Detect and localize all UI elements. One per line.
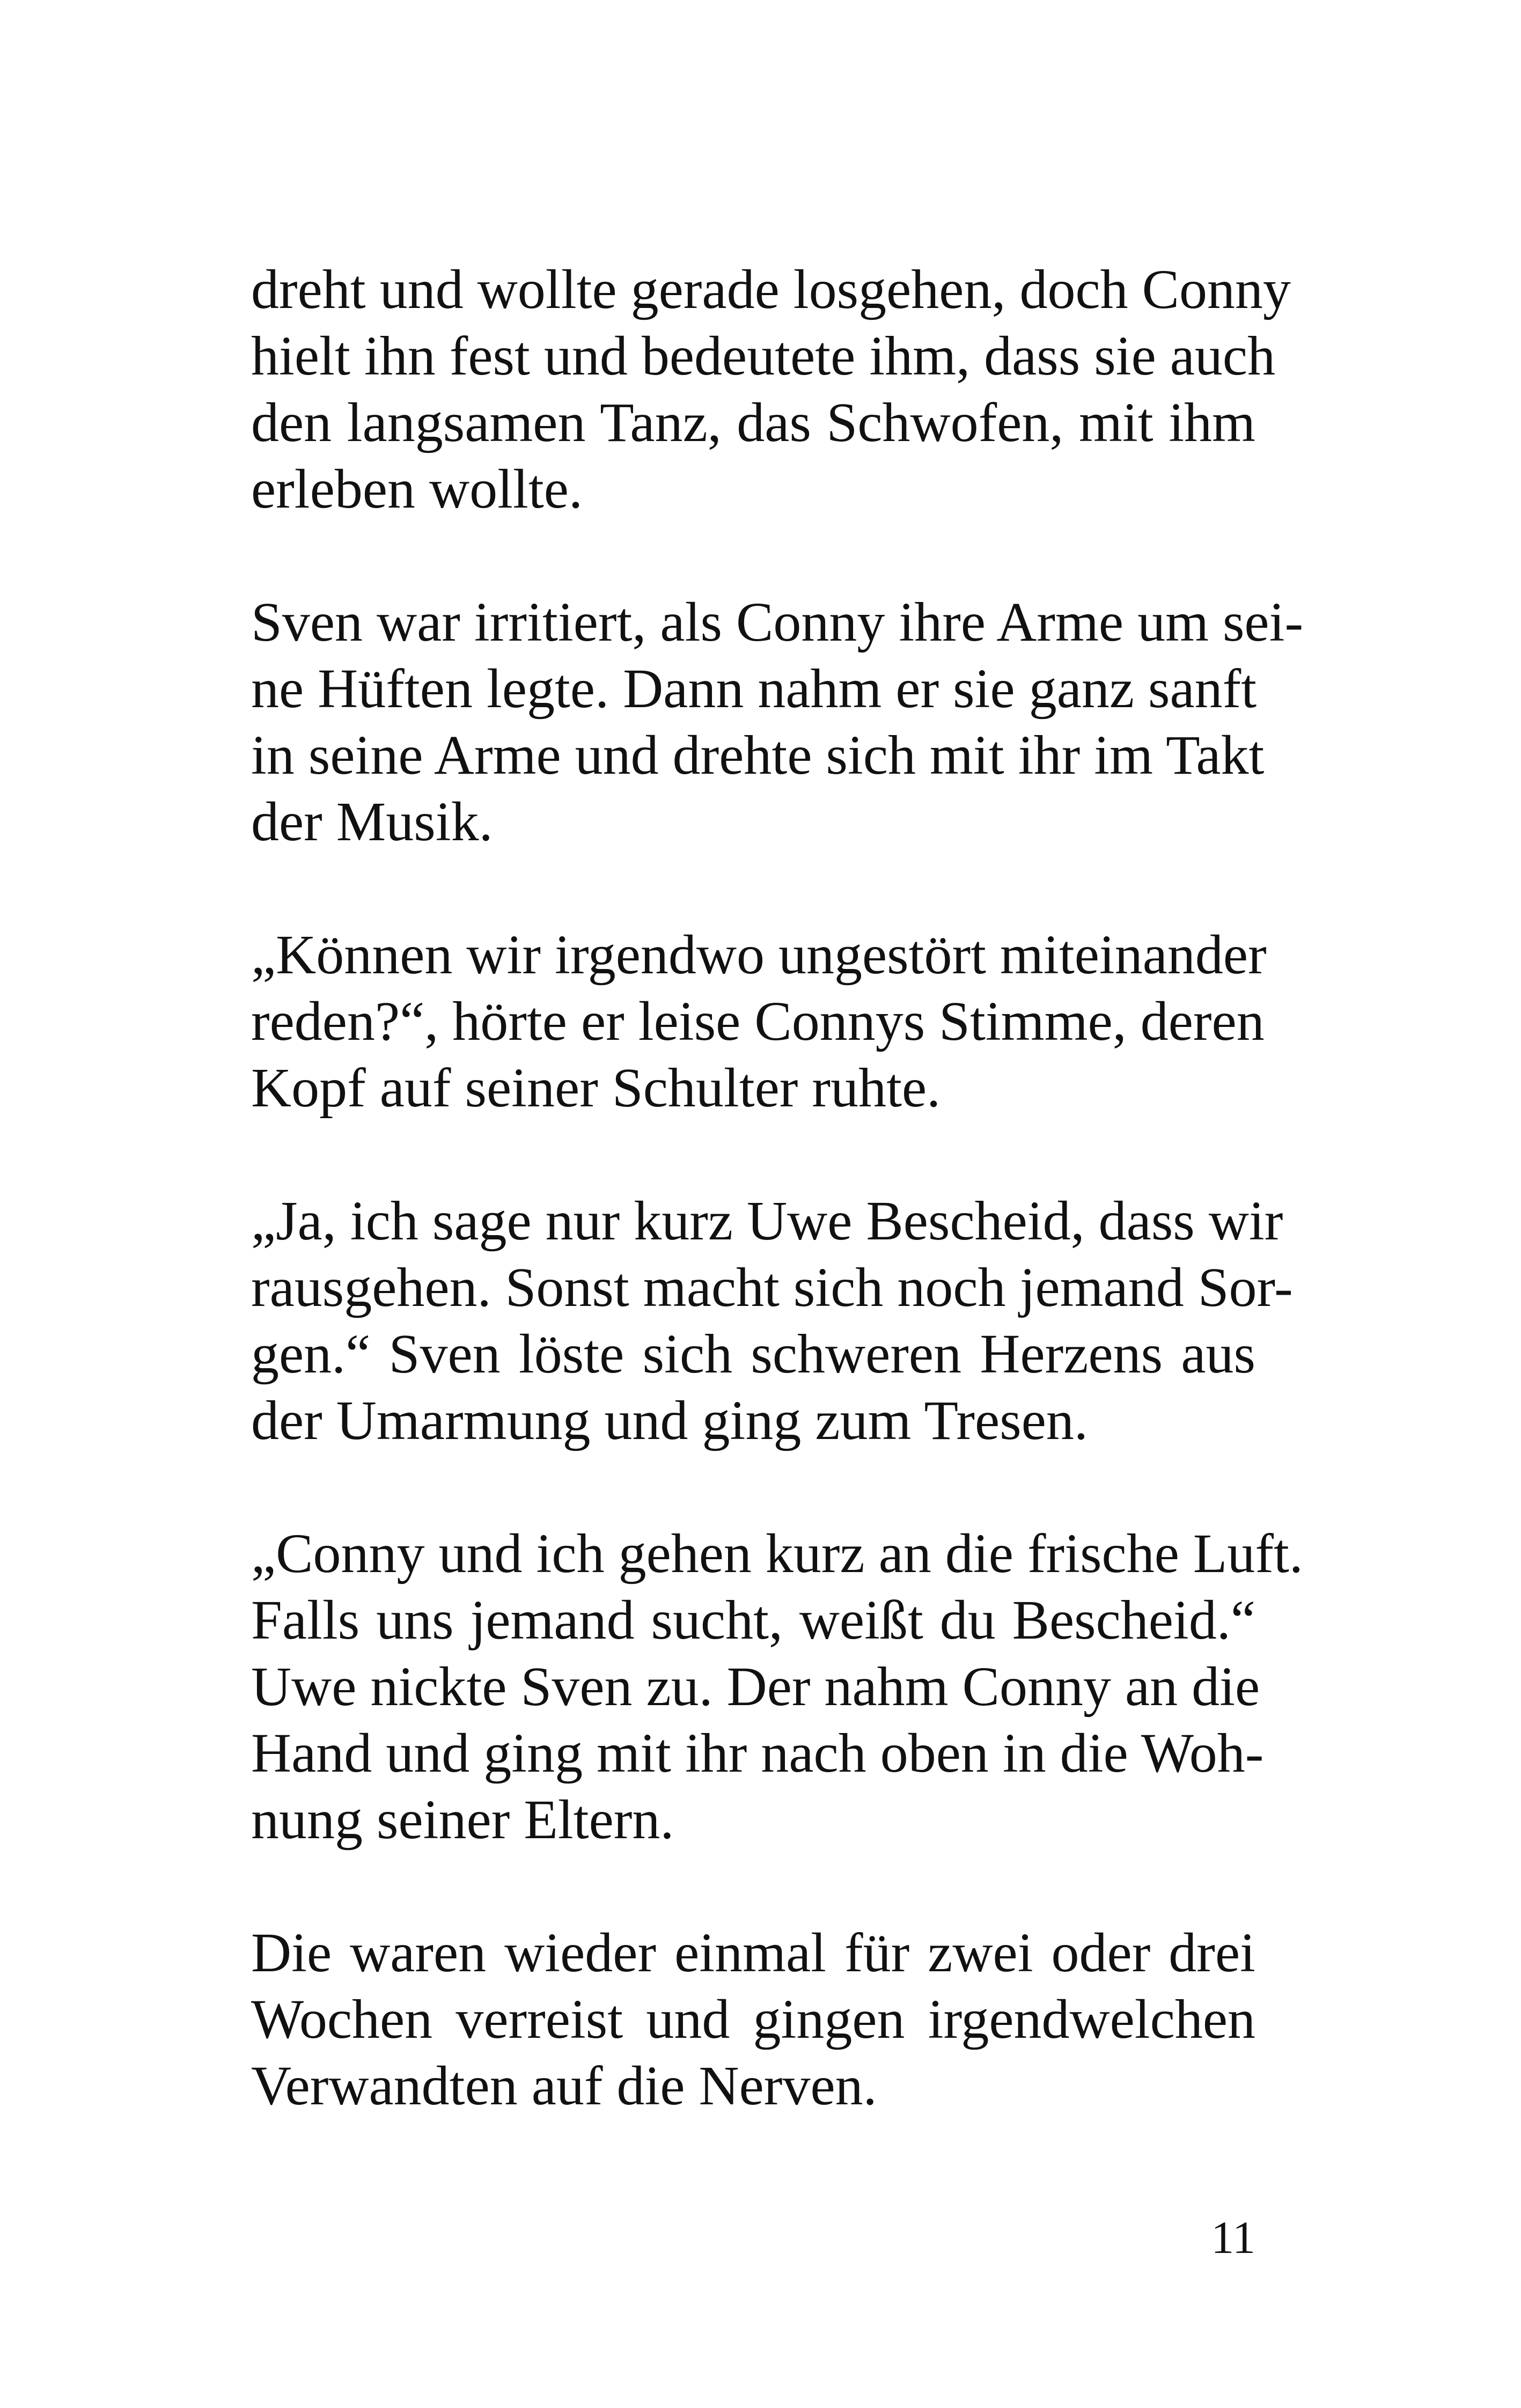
paragraph-6 [251, 1920, 1255, 2119]
paragraph-2 [251, 589, 1304, 855]
paragraph-4 [251, 1188, 1293, 1454]
text-line: der Umarmung und ging zum Tresen. [251, 1390, 1088, 1451]
paragraph-5 [251, 1521, 1303, 1853]
text-line: rausgehen. Sonst macht sich noch jemand Sor- [251, 1257, 1293, 1318]
text-line: „Conny und ich gehen kurz an die frische Luft. [251, 1523, 1303, 1584]
text-line: Wochen verreist und gingen irgendwelchen [251, 1988, 1255, 2050]
text-line: ne Hüften legte. Dann nahm er sie ganz sanft [251, 658, 1257, 720]
text-line: Kopf auf seiner Schulter ruhte. [251, 1057, 941, 1119]
text-line: den langsamen Tanz, das Schwofen, mit ihm [251, 392, 1255, 453]
page-number: 11 [1211, 2212, 1255, 2263]
text-line: gen.“ Sven löste sich schweren Herzens aus [251, 1323, 1255, 1385]
paragraph-1 [251, 256, 1291, 523]
body-text [251, 256, 1304, 2186]
text-line: Verwandten auf die Nerven. [251, 2055, 877, 2117]
paragraph-3 [251, 922, 1267, 1121]
text-line: dreht und wollte gerade losgehen, doch Conny [251, 259, 1291, 320]
text-line: der Musik. [251, 791, 493, 853]
text-line: erleben wollte. [251, 458, 583, 520]
text-line: Falls uns jemand sucht, weißt du Bescheid.“ [251, 1589, 1255, 1651]
text-line: Uwe nickte Sven zu. Der nahm Conny an die [251, 1656, 1260, 1717]
text-line: Die waren wieder einmal für zwei oder drei [251, 1922, 1255, 1984]
text-line: hielt ihn fest und bedeutete ihm, dass sie auch [251, 325, 1276, 387]
text-line: Hand und ging mit ihr nach oben in die Woh- [251, 1722, 1264, 1784]
text-line: „Können wir irgendwo ungestört miteinander [251, 924, 1267, 986]
text-line: nung seiner Eltern. [251, 1789, 674, 1851]
text-line: „Ja, ich sage nur kurz Uwe Bescheid, dass wir [251, 1190, 1283, 1252]
text-line: reden?“, hörte er leise Connys Stimme, deren [251, 990, 1265, 1052]
text-line: in seine Arme und drehte sich mit ihr im Takt [251, 724, 1265, 786]
text-line: Sven war irritiert, als Conny ihre Arme um sei- [251, 591, 1304, 653]
